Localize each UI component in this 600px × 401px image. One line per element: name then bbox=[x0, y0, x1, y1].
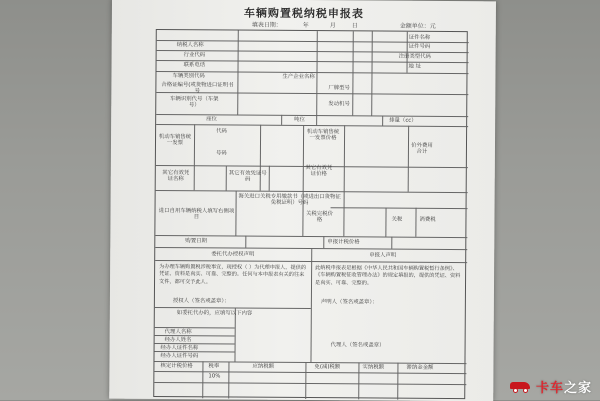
invoice-number-label: 号码 bbox=[215, 150, 227, 157]
registration-type-code-label: 注册类型代码 bbox=[398, 53, 431, 60]
handler-id-number-label: 经办人证件号码 bbox=[160, 353, 199, 360]
declared-price-label: 申报计税价格 bbox=[327, 239, 360, 246]
id-name-label: 证件名称 bbox=[408, 34, 431, 41]
purchase-date-label: 购置日期 bbox=[185, 238, 207, 245]
consumption-tax-label: 消费税 bbox=[419, 216, 436, 223]
agent-note: 如委托代办的，应填写以下内容 bbox=[176, 310, 253, 317]
tax-rate-value: 10% bbox=[208, 373, 221, 380]
manufacturer-name-label: 生产企业名称 bbox=[282, 73, 315, 81]
agent-name-label: 代理人名称 bbox=[164, 329, 192, 336]
watermark bbox=[510, 377, 592, 396]
declaration-header: 申报人声明 bbox=[369, 252, 397, 259]
fill-date-label: 填表日期： bbox=[251, 21, 282, 29]
mv-invoice-price-label: 机动车销售统一发票价格 bbox=[306, 129, 340, 142]
tax-header-actual: 实纳税额 bbox=[362, 364, 385, 371]
industry-code-label: 行业代码 bbox=[183, 52, 206, 59]
extra-fees-label: 价外费用合计 bbox=[411, 142, 433, 156]
brand-model-label: 厂牌型号 bbox=[328, 85, 350, 92]
other-cert-price-label: 其它有效凭证价格 bbox=[305, 165, 333, 178]
customs-duty-value-label: 关税完税价格 bbox=[306, 211, 334, 224]
self-import-fill-label: 进口自用车辆纳税人填写右侧项目 bbox=[158, 207, 235, 221]
seats-label: 座位 bbox=[206, 116, 217, 123]
tax-header-late-fee: 滞纳金金额 bbox=[406, 364, 434, 371]
watermark-text: 卡车之家 bbox=[535, 381, 592, 396]
month-label: 月 bbox=[329, 22, 336, 30]
day-label: 日 bbox=[351, 22, 358, 30]
authorizer-sign-label: 授权人（签名或盖章）： bbox=[172, 298, 230, 305]
customs-duty-label: 关税 bbox=[391, 216, 403, 223]
other-cert-name-label: 其它有效凭证名称 bbox=[162, 170, 190, 183]
customs-book-number-label: 海关进口关税专用缴款书（或进出口货物征免税证明）号码 bbox=[238, 193, 341, 207]
form-table bbox=[153, 29, 468, 399]
other-cert-number-label: 其它有效凭证号码 bbox=[228, 170, 267, 184]
taxpayer-name-label: 纳税人名称 bbox=[176, 42, 204, 49]
declaration-body: 此纳税申报表是根据《中华人民共和国车辆购置税暂行条例》、《车辆购置税征收管理办法》的规定填报的，提供的凭证、资料是真实、可靠、完整的。 bbox=[315, 265, 461, 287]
handler-id-name-label: 经办人证件名称 bbox=[160, 345, 199, 352]
tax-header-assessed-price: 核定计税价格 bbox=[160, 363, 193, 370]
authorization-header: 委托代办授权声明 bbox=[211, 251, 255, 258]
phone-label: 联系电话 bbox=[183, 62, 206, 69]
address-label: 地 址 bbox=[408, 63, 422, 70]
mv-invoice-label: 机动车销售统一发票 bbox=[158, 133, 192, 147]
truck-logo-icon bbox=[510, 380, 532, 394]
tax-header-exempt: 免(减)税额 bbox=[314, 364, 341, 371]
tax-header-payable: 应纳税额 bbox=[252, 363, 275, 370]
amount-unit: 金额单位：元 bbox=[399, 22, 436, 30]
handler-name-label: 经办人姓名 bbox=[164, 337, 192, 344]
vehicle-category-code-label: 车辆类别代码 bbox=[172, 73, 205, 80]
cert-number-label: 合格证编号(或货物进口证明书号 bbox=[161, 82, 234, 95]
engine-number-label: 发动机号 bbox=[328, 101, 350, 108]
displacement-label: 排量（cc） bbox=[389, 117, 417, 124]
agent-sign-label: 代理人（签名或盖章） bbox=[330, 342, 385, 349]
authorization-body: 为办理车辆购置税涉税事宜，现授权（ ）为代理申报人，提供的凭证、资料是真实、可靠、完整的。任何与本申报表有关的往来文件，都可交予此人。 bbox=[159, 263, 307, 285]
declarant-sign-label: 声明人（签名或盖章）： bbox=[320, 299, 378, 306]
vin-label: 车辆识别代号（车架号） bbox=[170, 96, 219, 109]
form-title: 车辆购置税纳税申报表 bbox=[243, 6, 364, 21]
id-number-label: 证件号码 bbox=[408, 43, 431, 50]
year-label: 年 bbox=[302, 21, 309, 30]
invoice-code-label: 代码 bbox=[216, 128, 227, 135]
tonnage-label: 吨位 bbox=[294, 116, 305, 124]
tax-form-paper bbox=[109, 0, 496, 401]
tax-header-rate: 税率 bbox=[208, 363, 220, 370]
